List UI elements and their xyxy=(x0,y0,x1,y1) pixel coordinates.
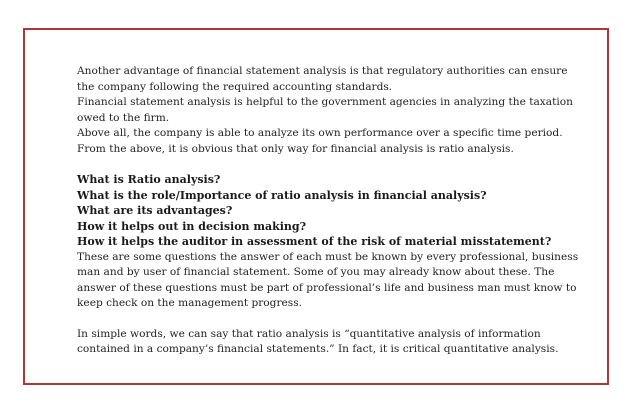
slide-text-content xyxy=(77,64,597,358)
body-line: keep check on the management progress. xyxy=(77,297,303,309)
intro-line: From the above, it is obvious that only way for financial analysis is ratio analysis. xyxy=(77,142,514,155)
body-line: man and by user of financial statement. Some of you may already know about these. The xyxy=(77,266,555,278)
paragraph-spacer xyxy=(77,312,597,327)
intro-line: Another advantage of financial statement analysis is that regulatory authorities can ensure xyxy=(77,65,568,77)
intro-line: Financial statement analysis is helpful to the government agencies in analyzing the taxation xyxy=(77,96,573,108)
intro-line: Above all, the company is able to analyze its own performance over a specific time period. xyxy=(77,127,563,139)
closing-line: In simple words, we can say that ratio analysis is “quantitative analysis of information xyxy=(77,327,541,340)
body-line: These are some questions the answer of each must be known by every professional, business xyxy=(77,250,579,263)
question-heading: What is Ratio analysis? xyxy=(77,173,221,186)
closing-line: contained in a company’s financial statements.” In fact, it is critical quantitative analysis. xyxy=(77,343,559,355)
intro-line: the company following the required accounting standards. xyxy=(77,80,393,93)
question-heading: How it helps out in decision making? xyxy=(77,219,307,233)
slide-frame xyxy=(23,28,609,385)
question-heading: What is the role/Importance of ratio analysis in financial analysis? xyxy=(77,188,487,202)
body-line: answer of these questions must be part of professional’s life and business man must know to xyxy=(77,281,577,294)
paragraph-spacer xyxy=(77,157,597,172)
question-heading: How it helps the auditor in assessment of the risk of material misstatement? xyxy=(77,235,552,248)
intro-line: owed to the firm. xyxy=(77,111,170,124)
question-heading: What are its advantages? xyxy=(77,204,233,217)
